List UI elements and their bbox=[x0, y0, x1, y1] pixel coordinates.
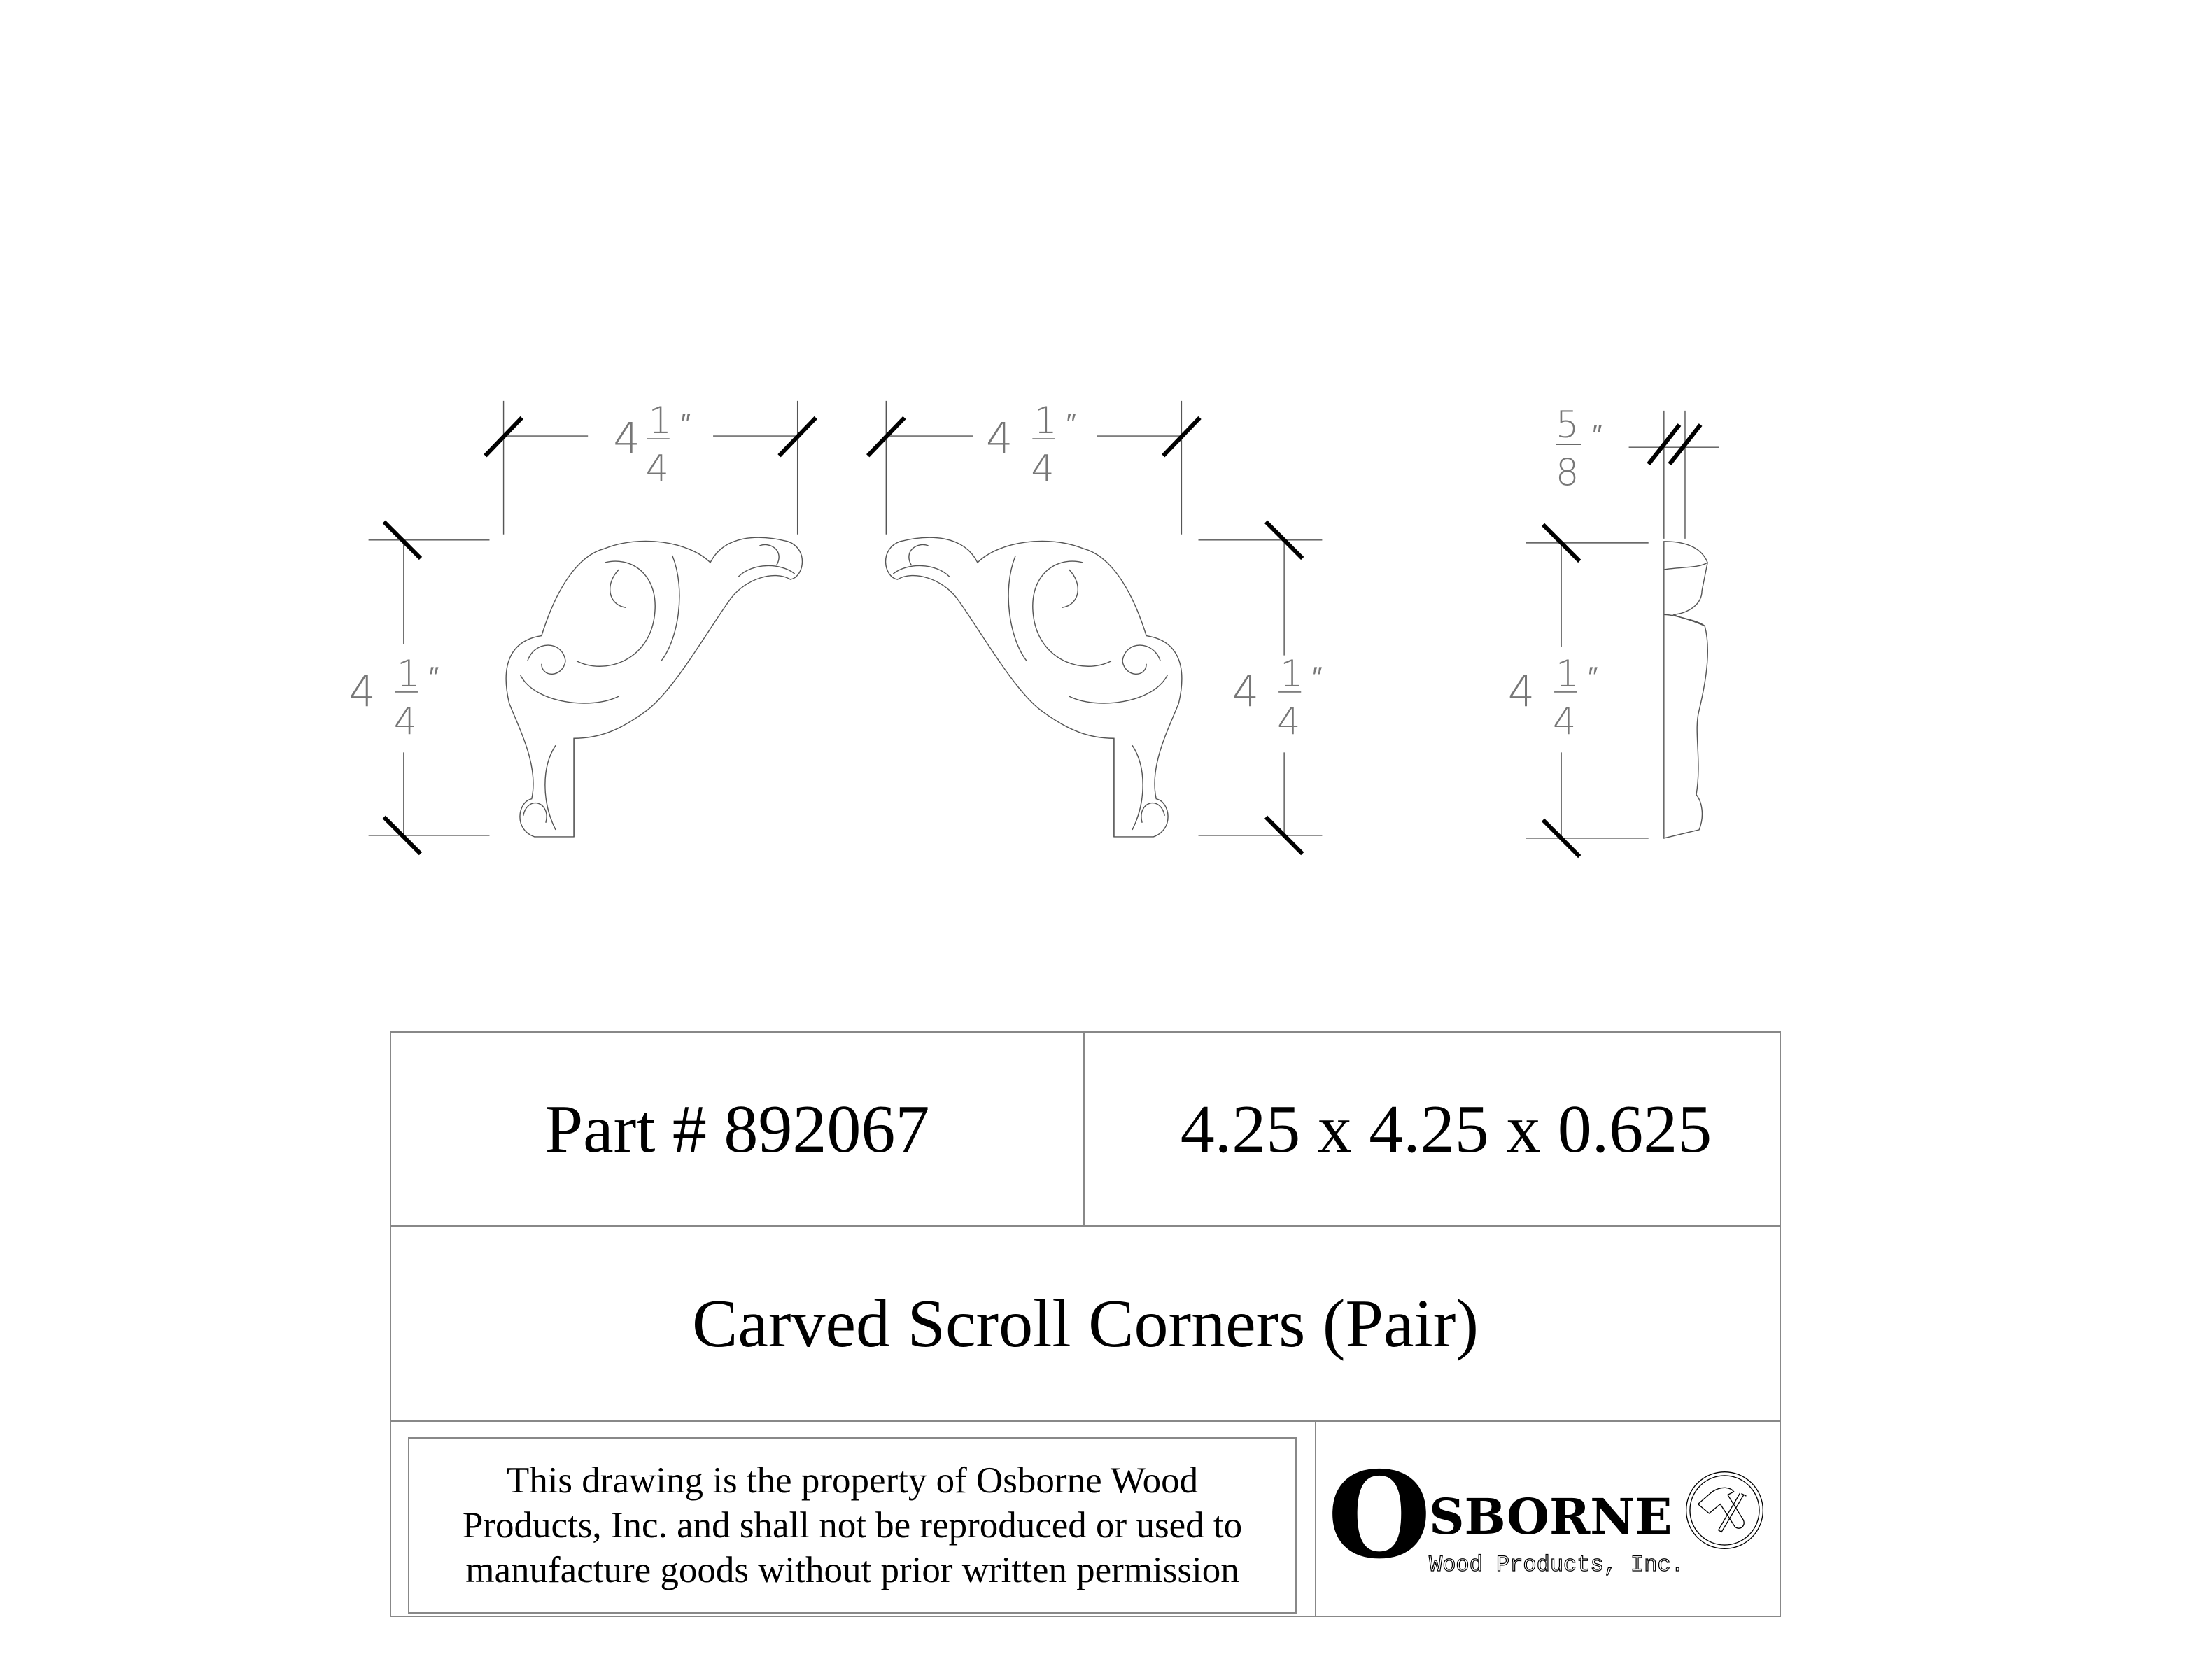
dim-unit: ″ bbox=[1588, 661, 1598, 693]
notice-line: Products, Inc. and shall not be reproduced or used to bbox=[462, 1505, 1243, 1546]
right-height-dimension bbox=[1199, 522, 1323, 854]
dim-whole: 4 bbox=[613, 414, 640, 464]
notice-cell bbox=[390, 1420, 1316, 1617]
dim-numerator: 1 bbox=[648, 400, 672, 443]
left-width-dimension bbox=[485, 400, 815, 535]
right-width-dimension bbox=[868, 400, 1199, 535]
part-description: Carved Scroll Corners (Pair) bbox=[692, 1285, 1479, 1362]
dim-unit: ″ bbox=[1066, 408, 1076, 441]
dim-whole: 4 bbox=[1232, 668, 1260, 717]
logo-cell bbox=[1315, 1420, 1781, 1617]
dim-unit: ″ bbox=[1592, 419, 1602, 452]
dim-denominator: 4 bbox=[393, 700, 418, 744]
description-cell bbox=[390, 1225, 1781, 1422]
dim-whole: 4 bbox=[1507, 668, 1535, 717]
side-profile bbox=[1664, 542, 1707, 838]
dim-numerator: 1 bbox=[1556, 652, 1579, 696]
osborne-logo bbox=[1327, 1445, 1768, 1589]
right-scroll-corner bbox=[886, 537, 1182, 837]
dim-denominator: 4 bbox=[1277, 700, 1301, 744]
size-cell bbox=[1083, 1031, 1781, 1227]
part-number-cell bbox=[390, 1031, 1085, 1227]
logo-initial: O bbox=[1327, 1445, 1432, 1586]
dim-numerator: 1 bbox=[396, 652, 421, 696]
dim-numerator: 1 bbox=[1034, 400, 1057, 443]
dim-numerator: 1 bbox=[1280, 652, 1304, 696]
dim-whole: 4 bbox=[986, 414, 1013, 464]
dim-unit: ″ bbox=[429, 661, 439, 693]
dim-denominator: 8 bbox=[1556, 451, 1579, 495]
notice-box bbox=[408, 1437, 1297, 1614]
left-height-dimension bbox=[348, 522, 489, 854]
notice-line: manufacture goods without prior written permission bbox=[465, 1550, 1239, 1590]
logo-name: SBORNE bbox=[1429, 1487, 1672, 1546]
notice-line: This drawing is the property of Osborne Wood bbox=[506, 1460, 1199, 1501]
dim-denominator: 4 bbox=[645, 447, 669, 490]
dim-whole: 4 bbox=[348, 668, 376, 717]
logo-subtitle: Wood Products, Inc. bbox=[1429, 1551, 1684, 1578]
dim-numerator: 5 bbox=[1556, 404, 1579, 447]
dim-unit: ″ bbox=[1312, 661, 1323, 693]
left-scroll-corner bbox=[506, 537, 802, 837]
dim-unit: ″ bbox=[680, 408, 691, 441]
hammer-emblem-icon bbox=[1684, 1470, 1765, 1551]
part-size: 4.25 x 4.25 x 0.625 bbox=[1180, 1091, 1712, 1167]
part-number: Part # 892067 bbox=[544, 1091, 930, 1167]
dim-denominator: 4 bbox=[1031, 447, 1055, 490]
side-height-dimension bbox=[1508, 525, 1649, 856]
dim-denominator: 4 bbox=[1553, 700, 1577, 744]
side-thickness-dimension bbox=[1556, 404, 1719, 539]
